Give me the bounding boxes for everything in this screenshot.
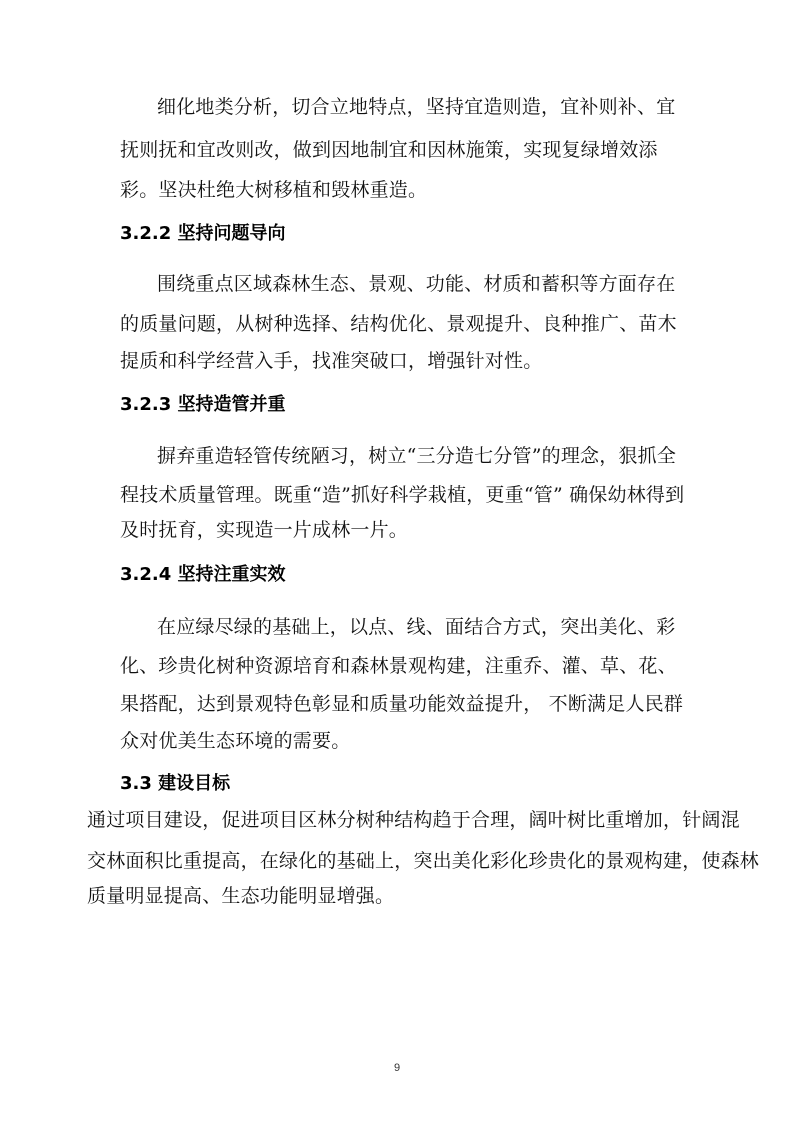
page-number: 9 xyxy=(393,1062,401,1074)
text-line: 果搭配，达到景观特色彰显和质量功能效益提升， 不断满足人民群 xyxy=(120,693,684,715)
text-line: 彩。坚决杜绝大树移植和毁林重造。 xyxy=(120,179,428,201)
text-line: 抚则抚和宜改则改，做到因地制宜和因林施策，实现复绿增效添 xyxy=(120,139,658,161)
text-line: 细化地类分析，切合立地特点，坚持宜造则造，宜补则补、宜 xyxy=(157,96,676,118)
text-line: 在应绿尽绿的基础上，以点、线、面结合方式，突出美化、彩 xyxy=(157,616,676,638)
section-heading-3-3: 3.3 建设目标 xyxy=(120,773,231,794)
text-line: 通过项目建设，促进项目区林分树种结构趋于合理，阔叶树比重增加，针阔混 xyxy=(87,809,740,831)
text-line: 摒弃重造轻管传统陋习，树立“三分造七分管”的理念，狠抓全 xyxy=(157,445,677,467)
text-line: 化、珍贵化树种资源培育和森林景观构建，注重乔、灌、草、花、 xyxy=(120,655,677,677)
section-heading-3-2-3: 3.2.3 坚持造管并重 xyxy=(120,394,286,415)
text-line: 提质和科学经营入手，找准突破口，增强针对性。 xyxy=(120,350,543,372)
text-line: 的质量问题，从树种选择、结构优化、景观提升、良种推广、苗木 xyxy=(120,313,677,335)
text-line: 质量明显提高、生态功能明显增强。 xyxy=(87,885,395,907)
text-line: 交林面积比重提高，在绿化的基础上，突出美化彩化珍贵化的景观构建，使森林 xyxy=(87,850,760,872)
text-line: 程技术质量管理。既重“造”抓好科学栽植，更重“管” 确保幼林得到 xyxy=(120,484,685,506)
text-line: 及时抚育，实现造一片成林一片。 xyxy=(120,519,409,541)
text-line: 众对优美生态环境的需要。 xyxy=(120,730,351,752)
text-line: 围绕重点区域森林生态、景观、功能、材质和蓄积等方面存在 xyxy=(157,273,676,295)
section-heading-3-2-4: 3.2.4 坚持注重实效 xyxy=(120,564,286,585)
section-heading-3-2-2: 3.2.2 坚持问题导向 xyxy=(120,223,286,244)
